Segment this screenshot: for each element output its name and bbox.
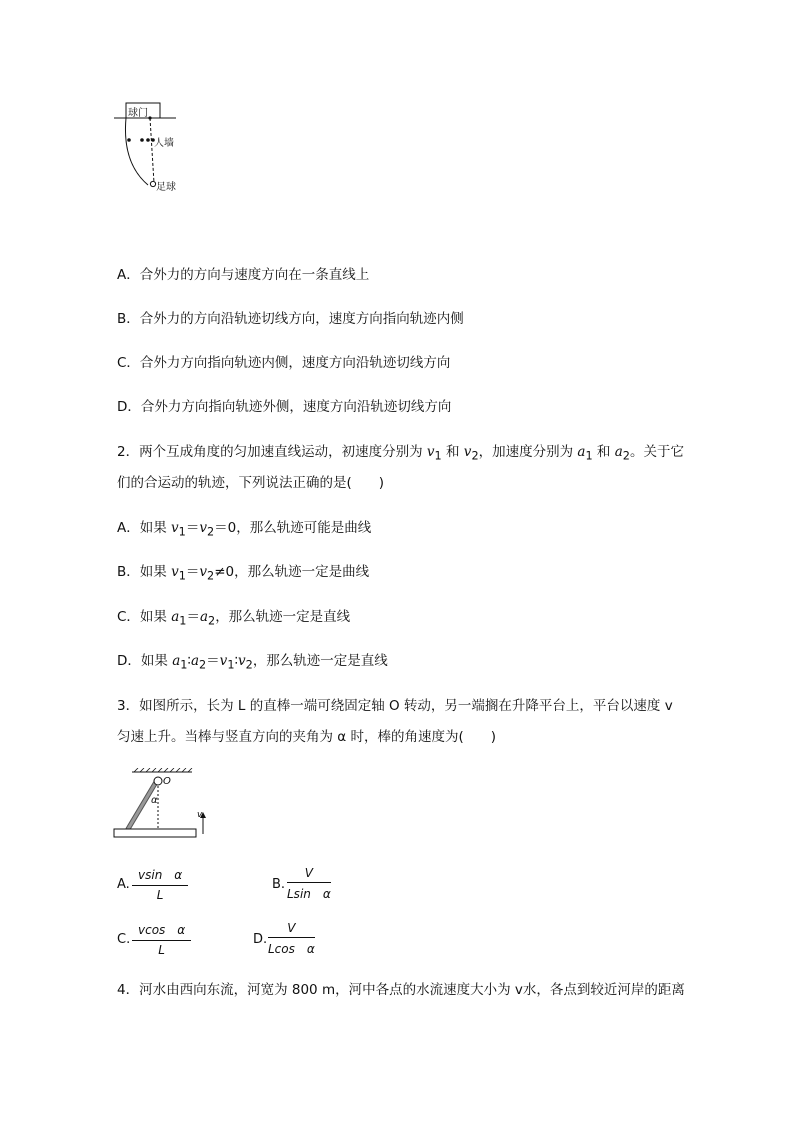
q1-option-c: C．合外力方向指向轨迹内侧，速度方向沿轨迹切线方向 (117, 355, 451, 371)
q2-option-b: B．如果 $v_1=v_2\ne 0$，那么轨迹一定是曲线 (117, 564, 370, 583)
q1-option-d: D．合外力方向指向轨迹外侧，速度方向沿轨迹切线方向 (117, 399, 452, 415)
q2-stem-line2: 们的合运动的轨迹，下列说法正确的是( ) (117, 475, 385, 491)
ball-label: 足球 (156, 182, 176, 193)
q3-option-b-fraction: $\frac{V}{\text{Lsin α}}$ (287, 866, 331, 901)
q2-stem-line1: 2．两个互成角度的匀加速直线运动，初速度分别为 $v_1$ 和 $v_2$，加速度分别为 $a_1$ 和 $a_2$。关于它 (117, 444, 684, 463)
wall-label: 人墙 (154, 138, 174, 149)
q3-option-c-fraction: $\frac{\text{vcos α}}{L}$ (132, 921, 191, 957)
q3-option-b-label: B. (272, 877, 286, 892)
q2-option-c: C．如果 $a_1=a_2$，那么轨迹一定是直线 (117, 609, 351, 628)
q3-option-d-fraction: $\frac{V}{\text{Lcos α}}$ (268, 921, 315, 956)
q3-stem-line1: 3．如图所示，长为 L 的直棒一端可绕固定轴 O 转动，另一端搁在升降平台上，平台以速度 v (117, 698, 673, 714)
goal-label: 球门 (128, 108, 148, 119)
q1-option-b: B．合外力的方向沿轨迹切线方向，速度方向指向轨迹内侧 (117, 311, 464, 327)
q4-stem-line1: 4．河水由西向东流，河宽为 800 m，河中各点的水流速度大小为 v水，各点到较近河岸的距离 (117, 982, 685, 998)
q3-stem-line2: 匀速上升。当棒与竖直方向的夹角为 α 时，棒的角速度为( ) (117, 729, 497, 745)
q3-option-c-label: C. (117, 932, 131, 947)
q2-option-a: A．如果 $v_1=v_2=0$，那么轨迹可能是曲线 (117, 520, 372, 539)
q3-option-d-label: D. (253, 932, 268, 947)
rod-platform-figure (112, 768, 212, 840)
q2-option-d: D．如果 $a_1∶a_2=v_1∶v_2$，那么轨迹一定是直线 (117, 653, 388, 672)
angle-alpha-label: α (151, 795, 158, 806)
q1-option-a: A．合外力的方向与速度方向在一条直线上 (117, 267, 370, 283)
axis-o-label: O (163, 776, 171, 787)
q3-option-a-fraction: $\frac{\text{vsin α}}{L}$ (132, 866, 188, 902)
q3-option-a-label: A. (117, 877, 130, 892)
velocity-v-label: v (197, 810, 203, 820)
